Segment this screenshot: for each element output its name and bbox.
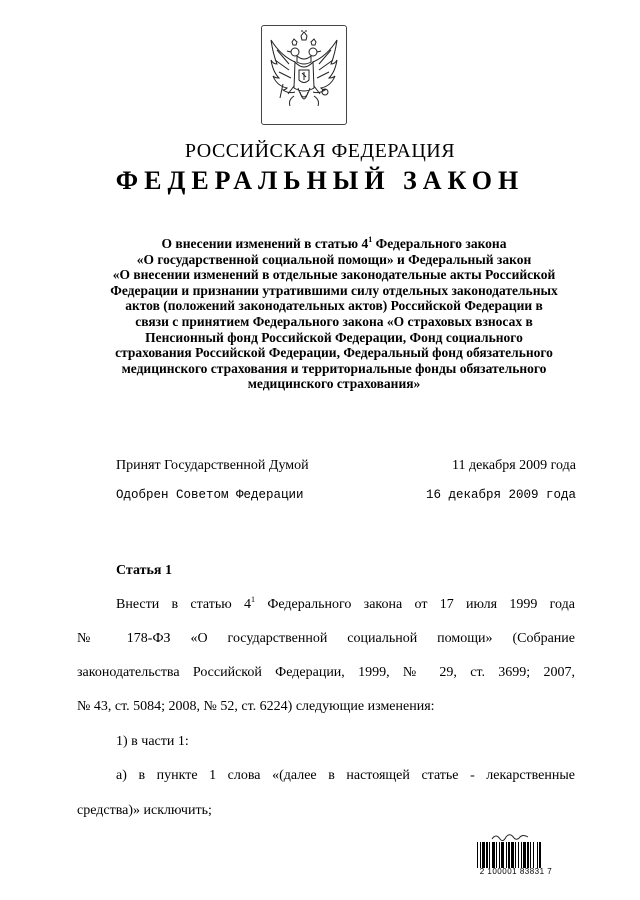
list-item-continuation: средства)» исключить; (77, 803, 212, 818)
country-name: РОССИЙСКАЯ ФЕДЕРАЦИЯ (184, 140, 456, 162)
law-title (70, 236, 598, 392)
registration-barcode (470, 832, 562, 876)
document-type: ФЕДЕРАЛЬНЫЙ ЗАКОН (115, 166, 525, 195)
title-line: «О внесении изменений в отдельные законодательные акты Российской (112, 267, 556, 283)
barcode-number: 2 100001 83831 7 (479, 867, 553, 876)
title-line: страхования Российской Федерации, Федеральный фонд обязательного (115, 345, 553, 361)
council-label: Одобрен Советом Федерации (116, 488, 304, 502)
council-date: 16 декабря 2009 года (425, 488, 576, 502)
title-line (70, 236, 598, 252)
article-heading: Статья 1 (116, 563, 172, 578)
list-item: а) в пункте 1 слова «(далее в настоящей статье - лекарственные (116, 768, 575, 783)
title-text: О внесении изменений в статью 4 (161, 236, 369, 251)
coat-of-arms-emblem (261, 25, 347, 125)
title-line: актов (положений законодательных актов) Российской Федерации в (125, 298, 543, 314)
barcode-icon (477, 842, 557, 868)
duma-label: Принят Государственной Думой (116, 458, 309, 473)
title-line: медицинского страхования» (247, 376, 421, 392)
article-text-line: законодательства Российской Федерации, 1999, № 29, ст. 3699; 2007, (77, 665, 575, 680)
article-text-line (116, 597, 575, 613)
list-item: 1) в части 1: (116, 734, 189, 749)
initials-scribble-icon (490, 832, 530, 842)
title-line: Федерации и признании утратившими силу отдельных законодательных (110, 282, 558, 298)
superscript: 1 (251, 595, 256, 604)
title-line: «О государственной социальной помощи» и Федеральный закон (136, 251, 532, 267)
title-text: Федерального закона (372, 236, 507, 251)
title-line: связи с принятием Федерального закона «О страховых взносах в (135, 313, 533, 329)
article-text: Федерального закона от 17 июля 1999 года (255, 597, 575, 612)
article-text-line: № 43, ст. 5084; 2008, № 52, ст. 6224) следующие изменения: (77, 699, 435, 714)
duma-date: 11 декабря 2009 года (451, 458, 576, 473)
title-line: Пенсионный фонд Российской Федерации, Фонд социального (145, 329, 523, 345)
russian-coat-of-arms-icon (268, 30, 340, 120)
article-text-line: № 178-ФЗ «О государственной социальной помощи» (Собрание (77, 631, 575, 646)
superscript: 1 (368, 235, 373, 244)
title-line: медицинского страхования и территориальные фонды обязательного (121, 360, 547, 376)
article-text: Внести в статью 4 (116, 597, 252, 612)
